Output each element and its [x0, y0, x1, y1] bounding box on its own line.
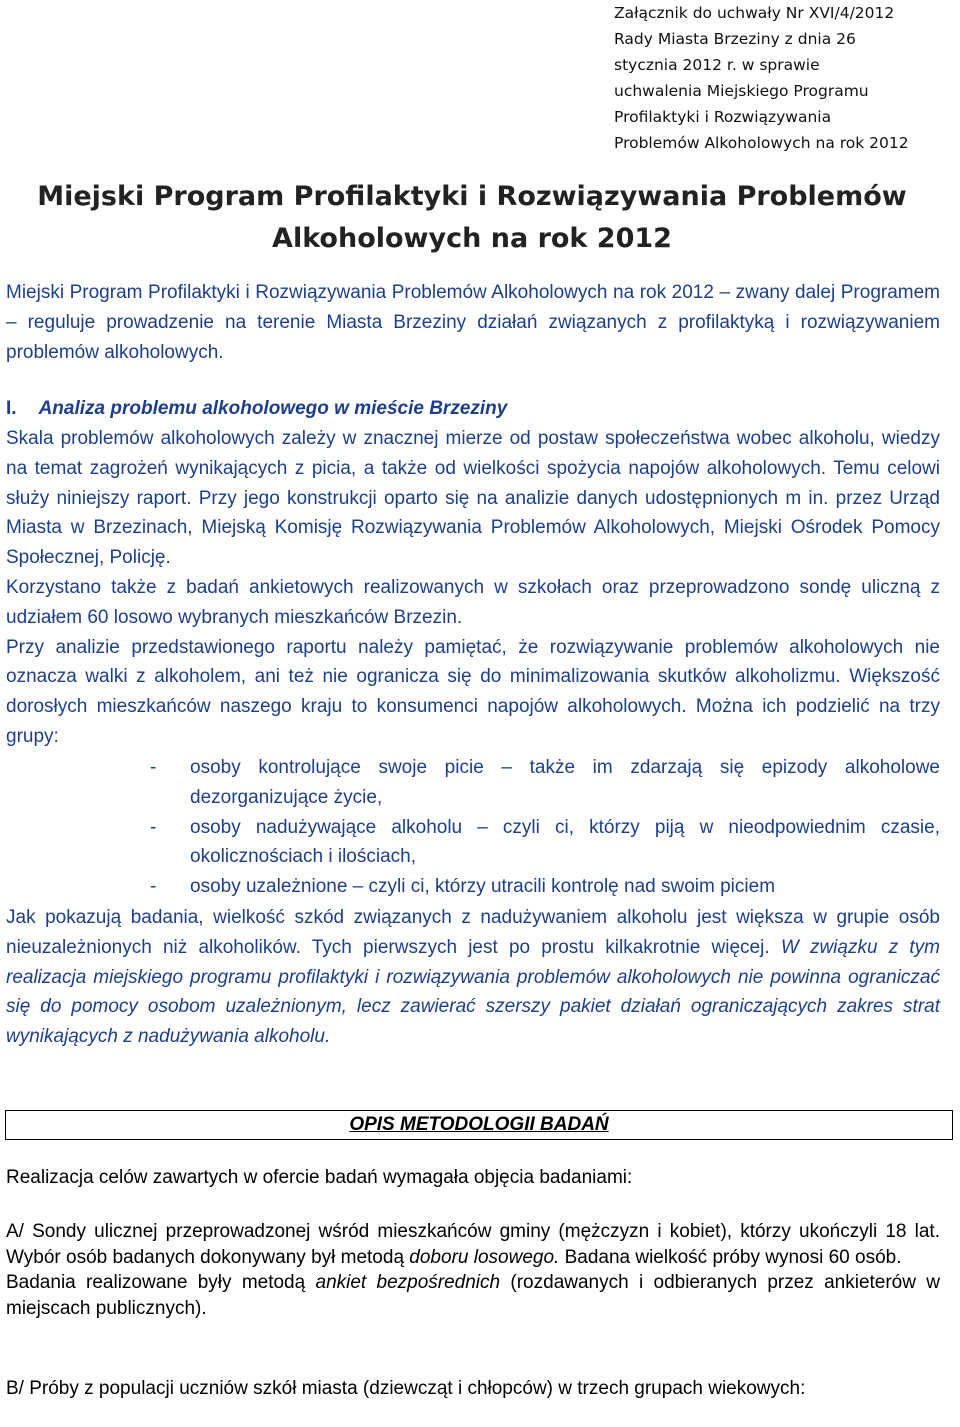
groups-list	[150, 753, 940, 902]
paragraph-emphasis: doboru losowego.	[409, 1246, 560, 1268]
annex-line: uchwalenia Miejskiego Programu	[614, 82, 869, 100]
paragraph-text: Badana wielkość próby wynosi 60 osób.	[564, 1246, 902, 1268]
list-item-text: osoby nadużywające alkoholu – czyli ci, którzy piją w nieodpowiednim czasie, okolicznościach i ilościach,	[190, 816, 940, 868]
section-body	[6, 424, 940, 752]
paragraph-text: Badania realizowane były metodą	[6, 1272, 306, 1293]
methodology-b: B/ Próby z populacji uczniów szkół miasta (dziewcząt i chłopców) w trzech grupach wiekowych:	[6, 1378, 806, 1399]
list-item-text: osoby uzależnione – czyli ci, którzy utracili kontrolę nad swoim piciem	[190, 876, 776, 898]
annex-line: Załącznik do uchwały Nr XVI/4/2012	[614, 4, 895, 22]
paragraph-text: (rozdawanych i odbieranych przez ankieterów w miejscach publicznych).	[6, 1272, 940, 1319]
annex-line: Profilaktyki i Rozwiązywania	[614, 108, 832, 126]
annex-line: Problemów Alkoholowych na rok 2012	[614, 134, 909, 152]
paragraph-emphasis: W związku z tym realizacja miejskiego programu profilaktyki i rozwiązywania problemów alkoholowych nie powinna ograniczać się do pomocy osobom uzależnionym, lecz zawierać szerszy pakiet działań ograniczających zakres strat wynikających z nadużywania alkoholu.	[6, 936, 941, 1048]
section-body-2	[6, 903, 940, 1052]
annex-line: Rady Miasta Brzeziny z dnia 26	[614, 30, 856, 48]
section-heading	[6, 394, 507, 424]
intro-paragraph: Miejski Program Profilaktyki i Rozwiązywania Problemów Alkoholowych na rok 2012 – zwany dalej Programem – reguluje prowadzenie na terenie Miasta Brzeziny działań związanych z profilaktyką i rozwiązywaniem problemów alkoholowych.	[6, 282, 940, 363]
annex-line: stycznia 2012 r. w sprawie	[614, 56, 820, 74]
paragraph-text: Jak pokazują badania, wielkość szkód związanych z nadużywaniem alkoholu jest większa w grupie osób nieuzależnionych niż alkoholików. Tych pierwszych jest po prostu kilkakrotnie więcej.	[6, 907, 940, 958]
list-item	[150, 753, 940, 813]
list-item	[150, 872, 940, 902]
page-title	[0, 176, 944, 260]
page-title-line: Alkoholowych na rok 2012	[272, 223, 672, 254]
list-dash: -	[150, 816, 157, 838]
methodology-heading: OPIS METODOLOGII BADAŃ	[5, 1110, 953, 1140]
annex-note	[614, 0, 954, 156]
list-dash: -	[150, 876, 157, 898]
methodology-a	[6, 1219, 940, 1321]
paragraph-text: A/ Sondy ulicznej przeprowadzonej wśród mieszkańców gminy (mężczyzn i kobiet), którzy ukończyli 18 lat. Wybór osób badanych dokonywany był metodą	[6, 1221, 940, 1268]
section-title: Analiza problemu alkoholowego w mieście Brzeziny	[38, 398, 508, 419]
list-item	[150, 813, 940, 873]
paragraph-text: Skala problemów alkoholowych zależy w znacznej mierze od postaw społeczeństwa wobec alkoholu, wiedzy na temat zagrożeń wynikających z picia, a także od wielkości spożycia napojów alkoholowych. Temu celowi służy niniejszy raport. Przy jego konstrukcji oparto się na analizie danych udostępnionych m in. przez Urząd Miasta w Brzezinach, Miejską Komisję Rozwiązywania Problemów Alkoholowych, Miejski Ośrodek Pomocy Społecznej, Policję.	[6, 428, 940, 569]
list-item-text: osoby kontrolujące swoje picie – także im zdarzają się epizody alkoholowe dezorganizujące życie,	[190, 757, 940, 808]
paragraph-text: Przy analizie przedstawionego raportu należy pamiętać, że rozwiązywanie problemów alkoholowych nie oznacza walki z alkoholem, ani też nie ogranicza się do minimalizowania skutków alkoholizmu. Większość dorosłych mieszkańców naszego kraju to konsumenci napojów alkoholowych. Można ich podzielić na trzy grupy:	[6, 636, 940, 747]
page-title-line: Miejski Program Profilaktyki i Rozwiązywania Problemów	[37, 181, 907, 212]
methodology-intro: Realizacja celów zawartych w ofercie badań wymagała objęcia badaniami:	[6, 1167, 633, 1188]
paragraph-text: Korzystano także z badań ankietowych realizowanych w szkołach oraz przeprowadzono sondę uliczną z udziałem 60 losowo wybranych mieszkańców Brzezin.	[6, 576, 940, 628]
section-number: I.	[6, 398, 17, 419]
paragraph-emphasis: ankiet bezpośrednich	[315, 1272, 501, 1293]
list-dash: -	[150, 757, 157, 778]
